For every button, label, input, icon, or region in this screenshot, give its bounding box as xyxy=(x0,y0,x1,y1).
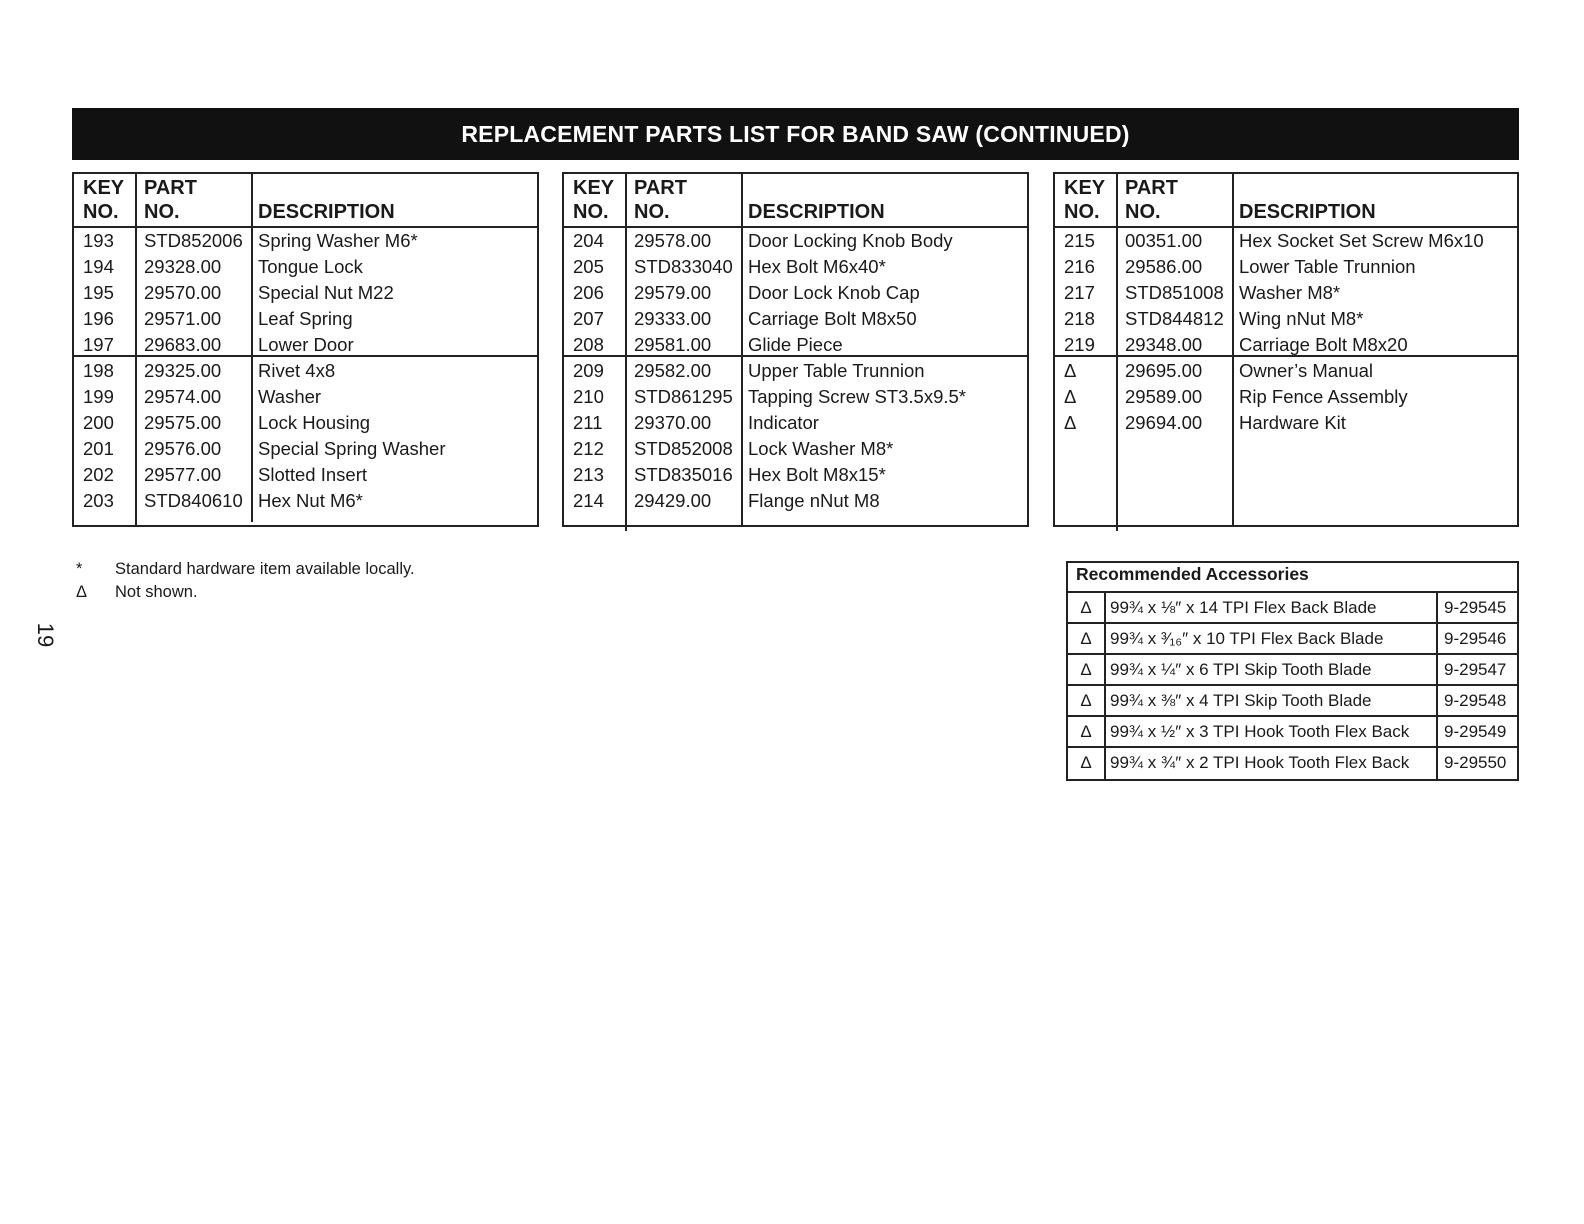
part-no-cell: 00351.00 xyxy=(1125,230,1203,251)
accessory-description: 99¾ x ⅛″ x 14 TPI Flex Back Blade xyxy=(1110,598,1377,617)
key-no-header xyxy=(573,176,614,224)
key-no-cell: 207 xyxy=(573,308,604,329)
accessory-description: 99¾ x ½″ x 3 TPI Hook Tooth Flex Back xyxy=(1110,722,1410,741)
table-header xyxy=(564,174,1027,228)
part-no-cell: STD835016 xyxy=(634,464,733,485)
key-no-cell: 211 xyxy=(573,412,603,433)
key-no-cell: 205 xyxy=(573,256,604,277)
table-row xyxy=(564,384,1027,410)
table-row xyxy=(74,384,537,410)
description-cell: Door Lock Knob Cap xyxy=(748,282,920,303)
key-no-cell: Δ xyxy=(1064,360,1077,381)
description-cell: Glide Piece xyxy=(748,334,843,355)
accessories-body xyxy=(1068,593,1517,779)
key-no-cell: 196 xyxy=(83,308,114,329)
key-no-cell: 217 xyxy=(1064,282,1095,303)
table-row xyxy=(564,410,1027,436)
part-no-cell: 29683.00 xyxy=(144,334,222,355)
key-no-header xyxy=(83,176,124,224)
description-header: DESCRIPTION xyxy=(748,201,885,223)
part-no-cell: STD861295 xyxy=(634,386,733,407)
table-row xyxy=(74,228,537,254)
key-no-cell: Δ xyxy=(1064,386,1077,407)
part-no-cell: 29694.00 xyxy=(1125,412,1203,433)
part-no-cell: STD833040 xyxy=(634,256,733,277)
description-cell: Hex Nut M6* xyxy=(258,490,363,511)
accessory-part-number: 9-29548 xyxy=(1436,686,1517,715)
header-key-line1: KEY xyxy=(1064,177,1106,199)
accessories-title: Recommended Accessories xyxy=(1068,563,1517,593)
description-cell: Lock Washer M8* xyxy=(748,438,894,459)
table-row xyxy=(74,436,537,462)
part-no-cell: 29348.00 xyxy=(1125,334,1203,355)
header-part-line1: PART xyxy=(144,177,197,199)
part-no-cell: 29576.00 xyxy=(144,438,222,459)
key-no-cell: Δ xyxy=(1064,412,1077,433)
key-no-cell: 198 xyxy=(83,360,114,381)
table-row xyxy=(74,488,537,514)
part-no-cell: 29695.00 xyxy=(1125,360,1203,381)
accessory-symbol: Δ xyxy=(1068,593,1106,622)
key-no-cell: 215 xyxy=(1064,230,1095,251)
description-cell: Wing nNut M8* xyxy=(1239,308,1364,329)
part-no-cell: STD844812 xyxy=(1125,308,1224,329)
key-no-cell: 193 xyxy=(83,230,114,251)
part-no-cell: 29575.00 xyxy=(144,412,222,433)
description-cell: Rip Fence Assembly xyxy=(1239,386,1408,407)
description-cell: Tapping Screw ST3.5x9.5* xyxy=(748,386,967,407)
key-no-cell: 218 xyxy=(1064,308,1095,329)
table-row xyxy=(1055,384,1517,410)
description-cell: Flange nNut M8 xyxy=(748,490,880,511)
part-no-cell: 29333.00 xyxy=(634,308,712,329)
table-row xyxy=(1055,410,1517,436)
table-row xyxy=(74,254,537,280)
part-no-cell: 29589.00 xyxy=(1125,386,1203,407)
key-no-cell: 201 xyxy=(83,438,114,459)
accessory-symbol: Δ xyxy=(1068,624,1106,653)
accessory-part-number: 9-29550 xyxy=(1436,748,1517,779)
description-cell: Hex Socket Set Screw M6x10 xyxy=(1239,230,1484,251)
table-row xyxy=(564,462,1027,488)
accessory-symbol: Δ xyxy=(1068,655,1106,684)
accessory-symbol: Δ xyxy=(1068,686,1106,715)
table-row xyxy=(1055,280,1517,306)
table-row xyxy=(74,358,537,384)
key-no-cell: 204 xyxy=(573,230,604,251)
header-part-line2: NO. xyxy=(144,201,180,223)
accessory-part-number: 9-29549 xyxy=(1436,717,1517,746)
part-no-header xyxy=(1125,176,1178,224)
header-key-line2: NO. xyxy=(573,201,609,223)
table-header xyxy=(1055,174,1517,228)
description-header: DESCRIPTION xyxy=(258,201,395,223)
table-row xyxy=(74,410,537,436)
footnote-symbol: * xyxy=(76,560,83,578)
key-no-cell: 195 xyxy=(83,282,114,303)
parts-table-2 xyxy=(562,172,1029,527)
table-row xyxy=(74,306,537,332)
description-cell: Upper Table Trunnion xyxy=(748,360,925,381)
part-no-cell: 29577.00 xyxy=(144,464,222,485)
accessory-description: 99¾ x ⅜″ x 4 TPI Skip Tooth Blade xyxy=(1110,691,1372,710)
part-no-cell: STD851008 xyxy=(1125,282,1224,303)
accessory-symbol: Δ xyxy=(1068,717,1106,746)
header-part-line2: NO. xyxy=(634,201,670,223)
table-row xyxy=(74,280,537,306)
description-cell: Rivet 4x8 xyxy=(258,360,336,381)
description-cell: Special Nut M22 xyxy=(258,282,394,303)
table-row xyxy=(564,228,1027,254)
description-cell: Carriage Bolt M8x20 xyxy=(1239,334,1408,355)
table-row xyxy=(74,332,537,358)
header-key-line1: KEY xyxy=(83,177,125,199)
table-row xyxy=(1055,332,1517,358)
accessory-description: 99¾ x ³⁄₁₆″ x 10 TPI Flex Back Blade xyxy=(1110,629,1384,648)
key-no-cell: 212 xyxy=(573,438,604,459)
parts-table-3 xyxy=(1053,172,1519,527)
table-row xyxy=(74,462,537,488)
page-banner-title: REPLACEMENT PARTS LIST FOR BAND SAW (CONTINUED) xyxy=(72,108,1519,160)
accessory-row xyxy=(1068,717,1517,748)
table-row xyxy=(1055,254,1517,280)
description-cell: Washer M8* xyxy=(1239,282,1341,303)
header-key-line1: KEY xyxy=(573,177,615,199)
description-cell: Indicator xyxy=(748,412,819,433)
part-no-cell: 29570.00 xyxy=(144,282,222,303)
part-no-cell: 29581.00 xyxy=(634,334,712,355)
part-no-cell: 29578.00 xyxy=(634,230,712,251)
key-no-cell: 214 xyxy=(573,490,604,511)
description-cell: Lock Housing xyxy=(258,412,371,433)
part-no-cell: 29579.00 xyxy=(634,282,712,303)
description-cell: Lower Door xyxy=(258,334,354,355)
part-no-cell: STD852008 xyxy=(634,438,733,459)
table-row xyxy=(564,306,1027,332)
part-no-cell: 29582.00 xyxy=(634,360,712,381)
key-no-cell: 209 xyxy=(573,360,604,381)
part-no-cell: 29571.00 xyxy=(144,308,222,329)
table-row xyxy=(564,358,1027,384)
part-no-header xyxy=(634,176,687,224)
description-cell: Door Locking Knob Body xyxy=(748,230,953,251)
accessory-part-number: 9-29547 xyxy=(1436,655,1517,684)
footnote-symbol: Δ xyxy=(76,583,88,601)
accessory-part-number: 9-29545 xyxy=(1436,593,1517,622)
description-cell: Spring Washer M6* xyxy=(258,230,418,251)
accessory-description: 99¾ x ¾″ x 2 TPI Hook Tooth Flex Back xyxy=(1110,753,1410,772)
key-no-cell: 200 xyxy=(83,412,114,433)
accessory-row xyxy=(1068,593,1517,624)
description-cell: Leaf Spring xyxy=(258,308,353,329)
part-no-cell: 29574.00 xyxy=(144,386,222,407)
key-no-cell: 203 xyxy=(83,490,114,511)
description-cell: Hardware Kit xyxy=(1239,412,1346,433)
accessory-part-number: 9-29546 xyxy=(1436,624,1517,653)
header-key-line2: NO. xyxy=(1064,201,1100,223)
table-row xyxy=(564,488,1027,514)
table-row xyxy=(1055,306,1517,332)
page-number: 19 xyxy=(33,622,58,648)
table-row xyxy=(1055,228,1517,254)
key-no-cell: 194 xyxy=(83,256,114,277)
footnote-text: Not shown. xyxy=(115,583,198,601)
key-no-cell: 210 xyxy=(573,386,604,407)
description-cell: Hex Bolt M6x40* xyxy=(748,256,886,277)
header-part-line1: PART xyxy=(634,177,687,199)
accessory-row xyxy=(1068,686,1517,717)
key-no-cell: 219 xyxy=(1064,334,1095,355)
table-row xyxy=(564,436,1027,462)
key-no-cell: 197 xyxy=(83,334,114,355)
description-cell: Lower Table Trunnion xyxy=(1239,256,1416,277)
part-no-header xyxy=(144,176,197,224)
part-no-cell: STD852006 xyxy=(144,230,243,251)
key-no-cell: 206 xyxy=(573,282,604,303)
key-no-cell: 202 xyxy=(83,464,114,485)
key-no-cell: 216 xyxy=(1064,256,1095,277)
accessory-row xyxy=(1068,624,1517,655)
accessory-description: 99¾ x ¼″ x 6 TPI Skip Tooth Blade xyxy=(1110,660,1372,679)
part-no-cell: STD840610 xyxy=(144,490,243,511)
description-cell: Tongue Lock xyxy=(258,256,363,277)
part-no-cell: 29328.00 xyxy=(144,256,222,277)
description-cell: Owner’s Manual xyxy=(1239,360,1374,381)
table-row xyxy=(564,254,1027,280)
part-no-cell: 29325.00 xyxy=(144,360,222,381)
part-no-cell: 29586.00 xyxy=(1125,256,1203,277)
description-header: DESCRIPTION xyxy=(1239,201,1376,223)
description-cell: Washer xyxy=(258,386,322,407)
table-row xyxy=(1055,358,1517,384)
part-no-cell: 29370.00 xyxy=(634,412,712,433)
header-key-line2: NO. xyxy=(83,201,119,223)
part-no-cell: 29429.00 xyxy=(634,490,712,511)
key-no-header xyxy=(1064,176,1105,224)
key-no-cell: 208 xyxy=(573,334,604,355)
header-part-line2: NO. xyxy=(1125,201,1161,223)
parts-table-1 xyxy=(72,172,539,527)
table-header xyxy=(74,174,537,228)
accessory-symbol: Δ xyxy=(1068,748,1106,779)
table-row xyxy=(564,332,1027,358)
accessory-row xyxy=(1068,655,1517,686)
description-cell: Hex Bolt M8x15* xyxy=(748,464,886,485)
description-cell: Slotted Insert xyxy=(258,464,368,485)
description-cell: Special Spring Washer xyxy=(258,438,446,459)
recommended-accessories-table xyxy=(1066,561,1519,781)
header-part-line1: PART xyxy=(1125,177,1178,199)
footnote-text: Standard hardware item available locally. xyxy=(115,560,415,578)
table-row xyxy=(564,280,1027,306)
key-no-cell: 199 xyxy=(83,386,114,407)
description-cell: Carriage Bolt M8x50 xyxy=(748,308,917,329)
key-no-cell: 213 xyxy=(573,464,604,485)
accessory-row xyxy=(1068,748,1517,779)
